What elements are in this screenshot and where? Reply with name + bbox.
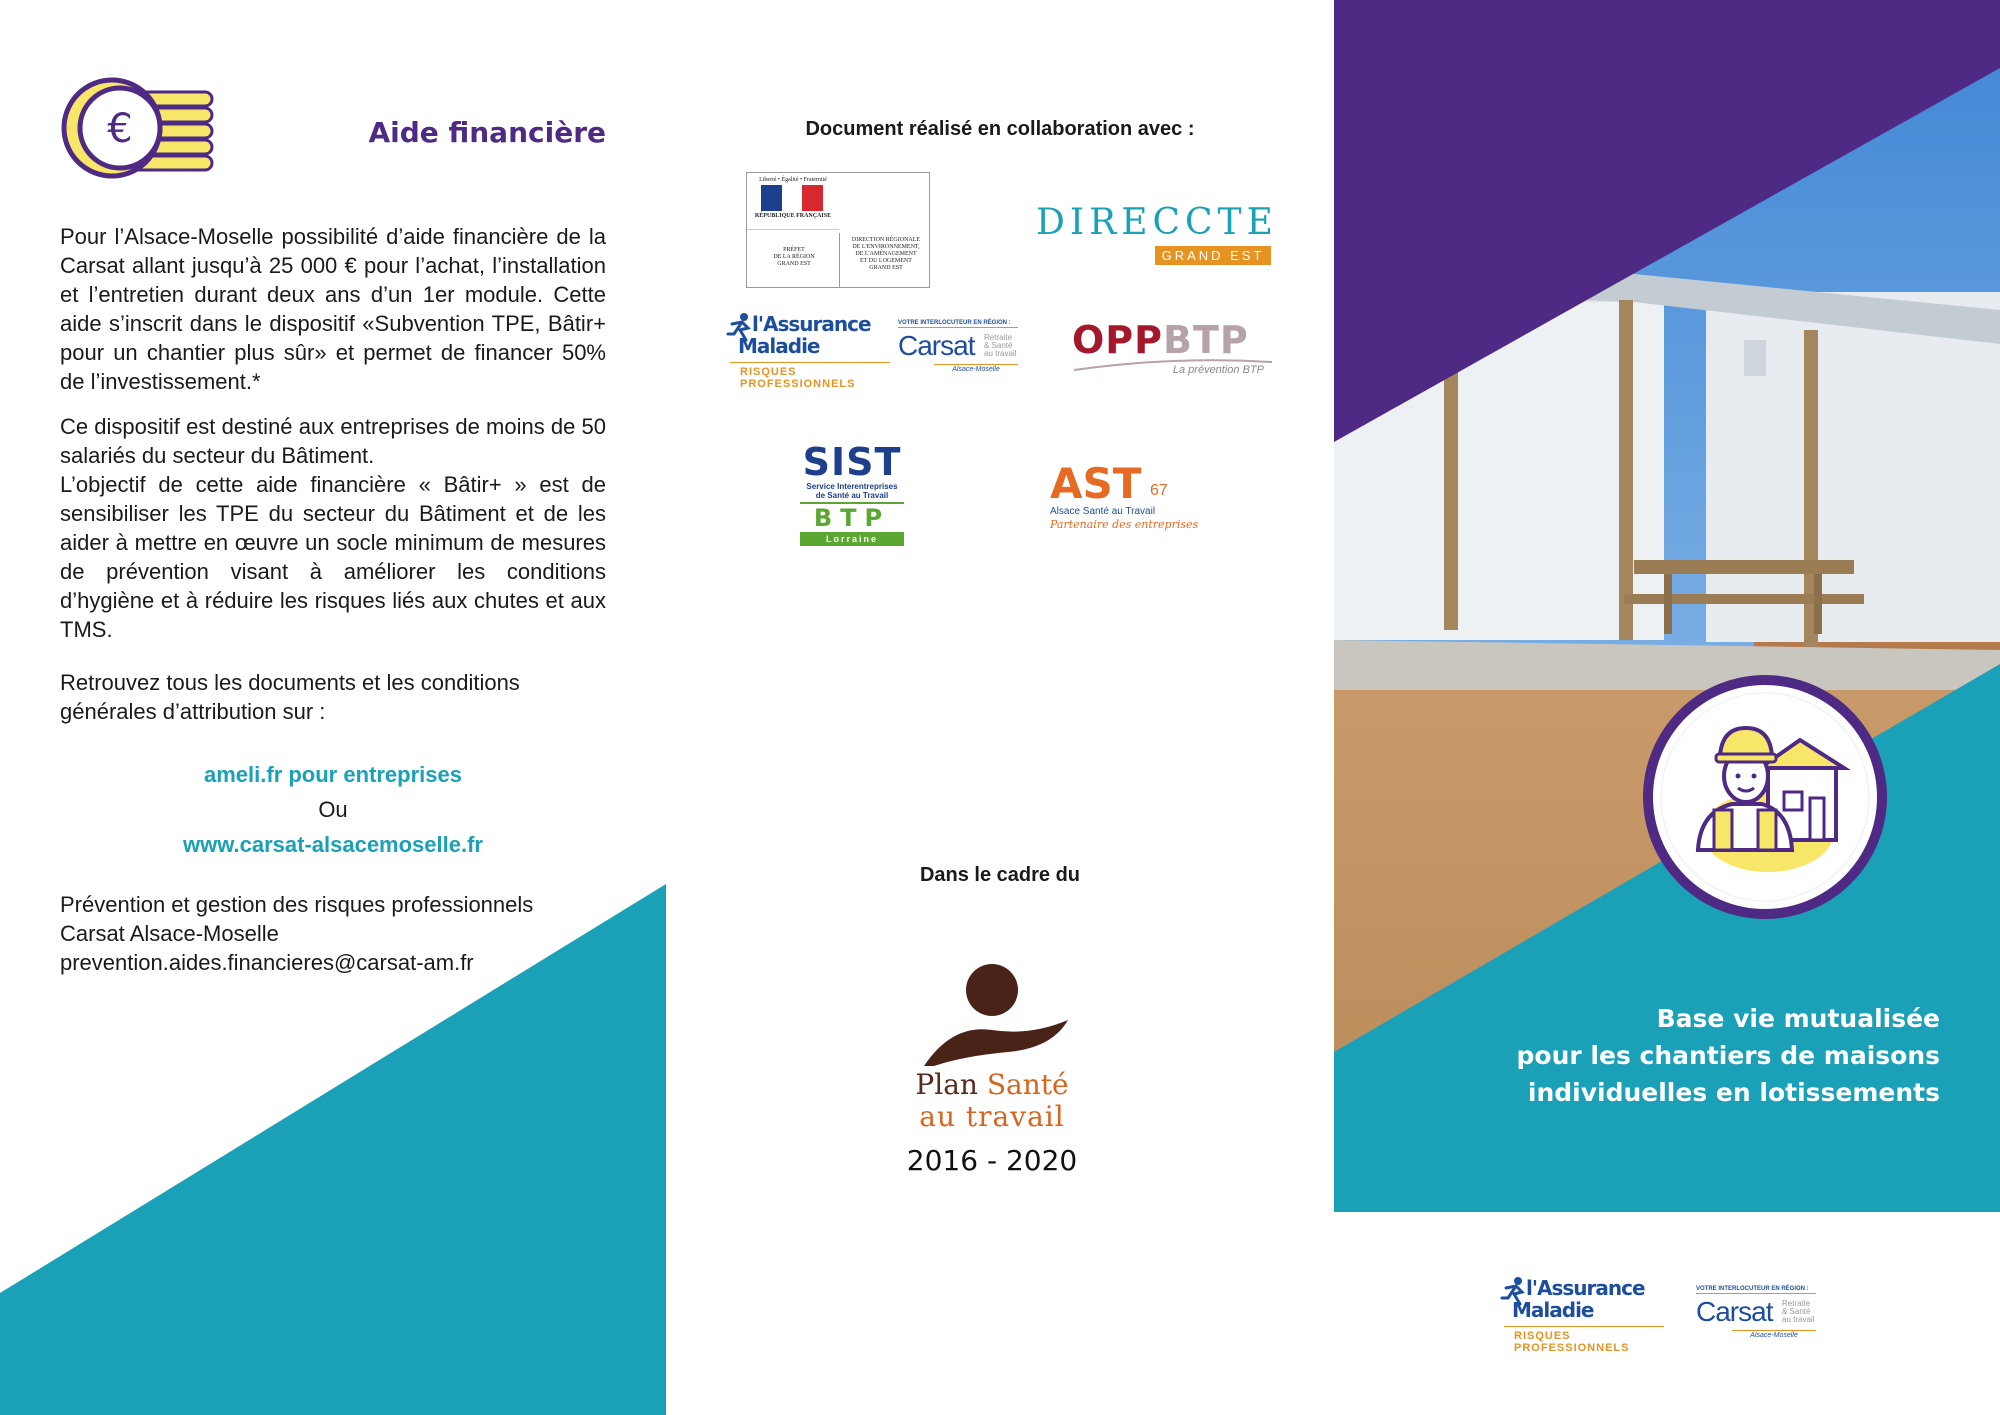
french-flag-icon	[761, 185, 823, 211]
prefet-text: PRÉFET DE LA RÉGION GRAND EST	[773, 247, 815, 267]
eligibility-block	[60, 412, 606, 644]
or-text: Ou	[318, 797, 348, 822]
cover-title-line: pour les chantiers de maisons	[1516, 1041, 1940, 1070]
cover-title-line: individuelles en lotissements	[1527, 1078, 1940, 1107]
section-title: Aide financière	[368, 116, 606, 149]
objective-text: L’objectif de cette aide financière « Bâtir+ » est de sensibiliser les TPE du secteur du Bâtiment et de les aider à mettre en œuvre un socle minimum de mesures de prévention visant à améliorer les conditions d’hygiène et à réduire les risques liés aux chutes et aux TMS.	[60, 472, 606, 642]
aid-description: Pour l’Alsace-Moselle possibilité d’aide financière de la Carsat allant jusqu’à 25 000 € pour l’achat, l’installation et l’entretien durant deux ans d’un 1er module. Cette aide s’inscrit dans le dispositif «Subvention TPE, Bâtir+ pour un chantier plus sûr» et permet de financer 50% de l’investissement.*	[60, 224, 606, 394]
euro-coins-icon	[58, 76, 218, 180]
ameli-link[interactable]: ameli.fr pour entreprises	[204, 762, 462, 787]
direccte-logo: DIRECCTE GRAND EST	[1036, 202, 1278, 263]
find-documents-text: Retrouvez tous les documents et les conditions générales d’attribution sur :	[60, 670, 520, 724]
svg-text:€: €	[107, 106, 133, 152]
panel-cover	[1334, 0, 2000, 1212]
sist-btp-logo: SIST Service Interentreprises de Santé au Travail BTP Lorraine	[800, 442, 904, 554]
cover-title-line: Base vie mutualisée	[1656, 1004, 1940, 1033]
contact-organization: Carsat Alsace-Moselle	[60, 921, 279, 946]
contact-department: Prévention et gestion des risques professionnels	[60, 892, 534, 917]
carsat-logo: VOTRE INTERLOCUTEUR EN RÉGION : Carsat Retraite & Santé au travail Alsace-Moselle	[1696, 1286, 1815, 1339]
carsat-link[interactable]: www.carsat-alsacemoselle.fr	[182, 832, 483, 857]
oppbtp-logo: OPPBTP La prévention BTP	[1072, 320, 1274, 380]
eligibility-text: Ce dispositif est destiné aux entreprises de moins de 50 salariés du secteur du Bâtiment.	[60, 414, 606, 468]
collaboration-title: Document réalisé en collaboration avec :	[805, 118, 1195, 140]
contact-email[interactable]: prevention.aides.financieres@carsat-am.fr	[60, 950, 474, 975]
carsat-logo: VOTRE INTERLOCUTEUR EN RÉGION : Carsat Retraite & Santé au travail Alsace-Moselle	[898, 320, 1017, 373]
worker-house-icon	[1640, 672, 1890, 922]
contact-block	[60, 890, 533, 977]
dreal-text: DIRECTION RÉGIONALE DE L'ENVIRONNEMENT, DE L'AMÉNAGEMENT ET DU LOGEMENT GRAND EST	[851, 237, 921, 271]
person-figure-icon	[880, 958, 1104, 1068]
cover-footer-logos	[1500, 1272, 1840, 1368]
assurance-maladie-logo: l'Assurance Maladie RISQUES PROFESSIONNELS	[1500, 1276, 1670, 1348]
framework-title: Dans le cadre du	[919, 864, 1081, 886]
panel-aide-financiere	[0, 0, 666, 1415]
assurance-maladie-logo: l'Assurance Maladie RISQUES PROFESSIONNELS	[726, 312, 896, 384]
cover-title	[1380, 1000, 1940, 1111]
republique-francaise-logo: Liberté • Égalité • Fraternité RÉPUBLIQUE FRANÇAISE PRÉFET DE LA RÉGION GRAND EST DIRECTION RÉGIONALE DE L'ENVIRONNEMENT, DE L'AMÉNAGEMENT ET DU LOGEMENT GRAND EST	[746, 172, 930, 288]
plan-sante-travail-logo: Plan Santé au travail 2016 - 2020	[880, 958, 1104, 1180]
ast67-logo: AST 67 Alsace Santé au Travail Partenaire des entreprises	[1050, 459, 1199, 531]
